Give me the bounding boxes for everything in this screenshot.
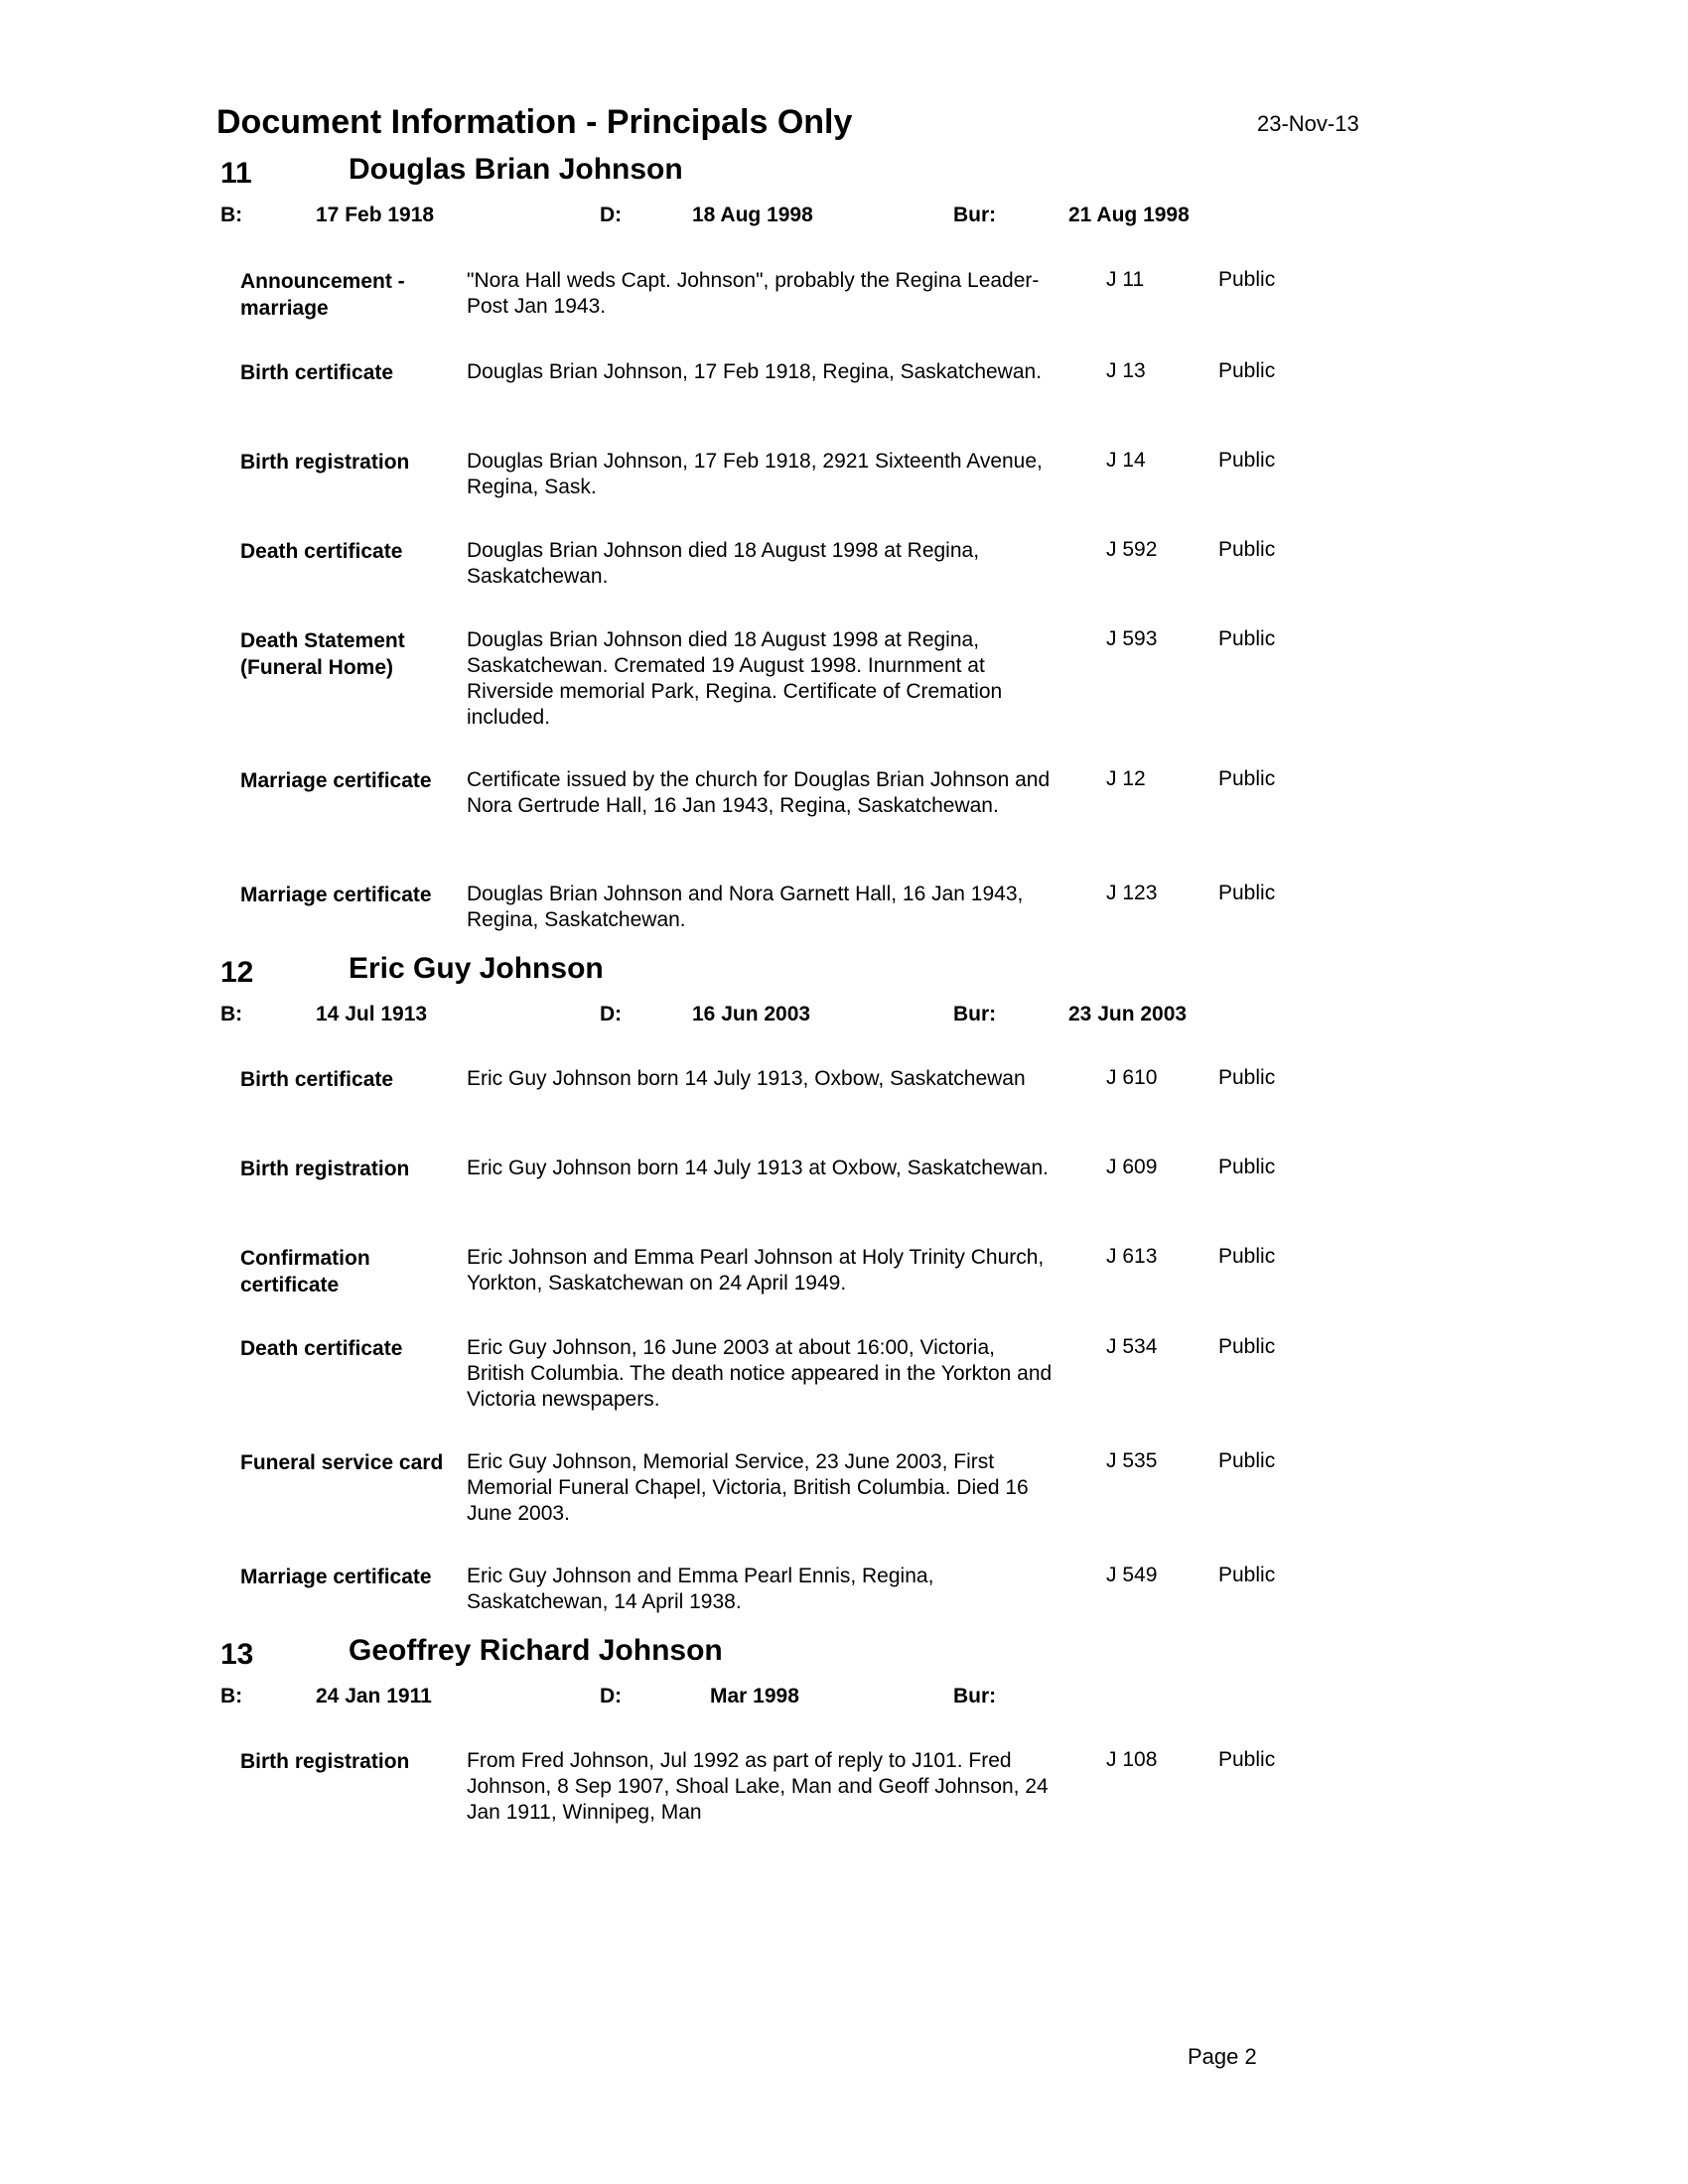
document-access: Public: [1218, 1564, 1276, 1586]
document-description: Eric Guy Johnson, 16 June 2003 at about 16:00, Victoria, British Columbia. The death notice appeared in the Yorkton and Victoria newspapers.: [467, 1336, 1053, 1411]
document-reference: J 592: [1106, 538, 1158, 561]
death-label: D:: [600, 1685, 623, 1707]
document-description: Douglas Brian Johnson and Nora Garnett Hall, 16 Jan 1943, Regina, Saskatchewan.: [467, 883, 1024, 931]
document-type: Death certificate: [240, 540, 403, 563]
document-reference: J 534: [1106, 1335, 1158, 1358]
document-description: Douglas Brian Johnson, 17 Feb 1918, Regina, Saskatchewan.: [467, 360, 1043, 383]
burial-label: Bur:: [953, 204, 997, 226]
birth-date: 24 Jan 1911: [316, 1685, 432, 1707]
document-type: Birth certificate: [240, 1068, 394, 1091]
document-access: Public: [1218, 882, 1276, 904]
document-reference: J 535: [1106, 1449, 1158, 1472]
document-type: Birth registration: [240, 1158, 410, 1180]
document-access: Public: [1218, 449, 1276, 472]
document-type: Funeral service card: [240, 1451, 444, 1474]
document-reference: J 613: [1106, 1245, 1158, 1268]
document-access: Public: [1218, 1066, 1276, 1089]
document-description: Eric Guy Johnson born 14 July 1913, Oxbow, Saskatchewan: [467, 1067, 1026, 1090]
principal-number: 13: [220, 1638, 254, 1671]
document-access: Public: [1218, 359, 1276, 382]
death-date: 16 Jun 2003: [692, 1003, 811, 1025]
document-access: Public: [1218, 627, 1276, 650]
document-reference: J 12: [1106, 767, 1146, 790]
document-reference: J 593: [1106, 627, 1158, 650]
page-number: Page 2: [1188, 2044, 1257, 2069]
burial-label: Bur:: [953, 1003, 997, 1025]
birth-date: 17 Feb 1918: [316, 204, 435, 226]
document-reference: J 549: [1106, 1564, 1158, 1586]
document-description: Eric Guy Johnson born 14 July 1913 at Oxbow, Saskatchewan.: [467, 1157, 1050, 1179]
document-type: Confirmation certificate: [240, 1247, 370, 1297]
document-reference: J 123: [1106, 882, 1158, 904]
document-description: Douglas Brian Johnson, 17 Feb 1918, 2921 Sixteenth Avenue, Regina, Sask.: [467, 450, 1043, 498]
death-label: D:: [600, 204, 623, 226]
birth-date: 14 Jul 1913: [316, 1003, 428, 1025]
principal-name: Eric Guy Johnson: [349, 952, 604, 985]
principal-name: Douglas Brian Johnson: [349, 153, 683, 186]
principal-number: 11: [220, 157, 252, 190]
document-reference: J 11: [1106, 268, 1145, 291]
document-access: Public: [1218, 767, 1276, 790]
document-description: Eric Guy Johnson, Memorial Service, 23 June 2003, First Memorial Funeral Chapel, Victoria, British Columbia. Died 16 June 2003.: [467, 1450, 1029, 1525]
document-description: "Nora Hall weds Capt. Johnson", probably the Regina Leader-Post Jan 1943.: [467, 269, 1040, 318]
document-access: Public: [1218, 538, 1276, 561]
birth-label: B:: [220, 204, 243, 226]
document-type: Marriage certificate: [240, 884, 432, 906]
principal-name: Geoffrey Richard Johnson: [349, 1634, 723, 1667]
burial-label: Bur:: [953, 1685, 997, 1707]
document-description: From Fred Johnson, Jul 1992 as part of reply to J101. Fred Johnson, 8 Sep 1907, Shoal Lake, Man and Geoff Johnson, 24 Jan 1911, Winnipeg, Man: [467, 1749, 1049, 1824]
death-date: Mar 1998: [710, 1685, 799, 1707]
document-type: Death Statement (Funeral Home): [240, 629, 405, 679]
document-access: Public: [1218, 1156, 1276, 1178]
burial-date: 23 Jun 2003: [1068, 1003, 1188, 1025]
document-reference: J 13: [1106, 359, 1146, 382]
document-description: Certificate issued by the church for Douglas Brian Johnson and Nora Gertrude Hall, 16 Jan 1943, Regina, Saskatchewan.: [467, 768, 1051, 817]
document-access: Public: [1218, 268, 1276, 291]
document-type: Announcement - marriage: [240, 270, 405, 320]
document-access: Public: [1218, 1449, 1276, 1472]
death-date: 18 Aug 1998: [692, 204, 813, 226]
document-type: Marriage certificate: [240, 1566, 432, 1588]
burial-date: 21 Aug 1998: [1068, 204, 1190, 226]
birth-label: B:: [220, 1685, 243, 1707]
document-description: Eric Johnson and Emma Pearl Johnson at Holy Trinity Church, Yorkton, Saskatchewan on 24 April 1949.: [467, 1246, 1045, 1295]
document-reference: J 610: [1106, 1066, 1158, 1089]
document-type: Birth registration: [240, 451, 410, 474]
document-type: Death certificate: [240, 1337, 403, 1360]
document-access: Public: [1218, 1335, 1276, 1358]
page-title: Document Information - Principals Only: [216, 103, 853, 141]
document-description: Douglas Brian Johnson died 18 August 1998 at Regina, Saskatchewan. Cremated 19 August 1998. Inurnment at Riverside memorial Park, Regina. Certificate of Cremation included.: [467, 628, 1003, 729]
death-label: D:: [600, 1003, 623, 1025]
document-reference: J 14: [1106, 449, 1146, 472]
document-reference: J 609: [1106, 1156, 1158, 1178]
document-access: Public: [1218, 1245, 1276, 1268]
document-reference: J 108: [1106, 1748, 1158, 1771]
document-access: Public: [1218, 1748, 1276, 1771]
document-type: Birth certificate: [240, 361, 394, 384]
document-description: Douglas Brian Johnson died 18 August 1998 at Regina, Saskatchewan.: [467, 539, 980, 588]
document-type: Marriage certificate: [240, 769, 432, 792]
report-date: 23-Nov-13: [1257, 111, 1359, 136]
principal-number: 12: [220, 956, 254, 989]
birth-label: B:: [220, 1003, 243, 1025]
document-type: Birth registration: [240, 1750, 410, 1773]
document-description: Eric Guy Johnson and Emma Pearl Ennis, Regina, Saskatchewan, 14 April 1938.: [467, 1565, 934, 1613]
